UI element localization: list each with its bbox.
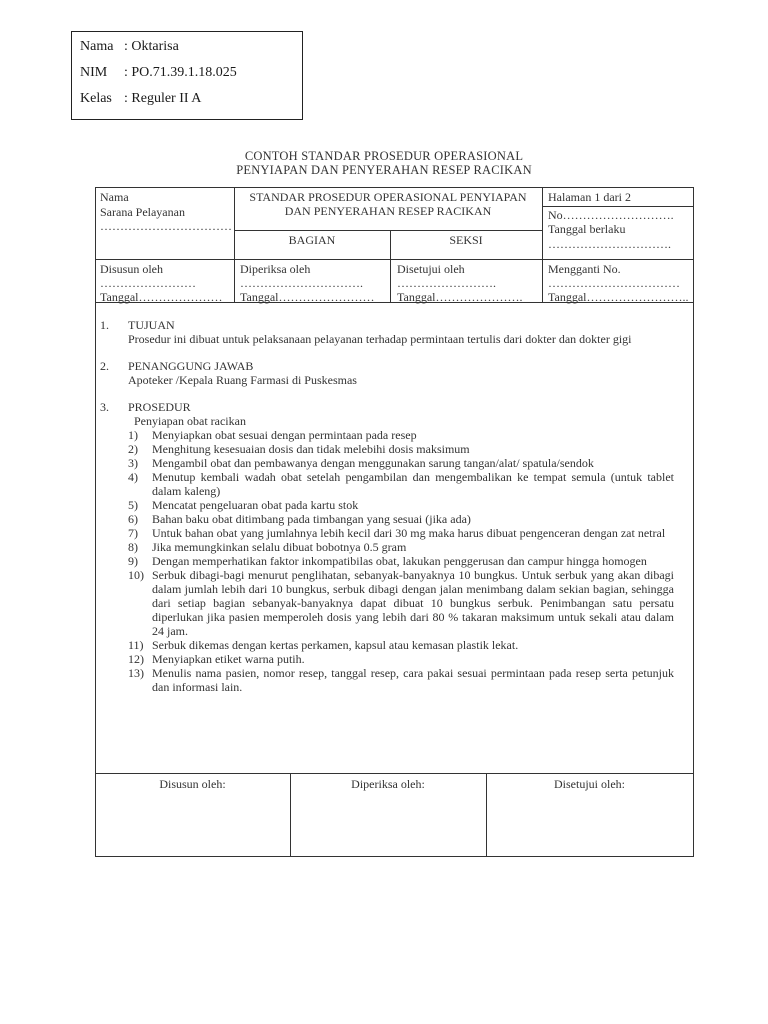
procedure-step xyxy=(128,666,674,694)
student-name-row xyxy=(80,34,302,60)
step-text: Serbuk dibagi-bagi menurut penglihatan, sebanyak-banyaknya 10 bungkus. Untuk serbuk yang akan dibagi dalam jumlah lebih dari 10 bungkus, serbuk dibagi dengan jalan menimbang dalam sekian bagian, sehingga dari setiap bagian sebanyak-banyaknya dapat dibuat 10 bungkus serbuk. Penimbangan satu persatu diperlukan jika pasien memperoleh dosis yang lebih dari 80 % takaran maksimum untuk sekali atau dalam 24 jam. xyxy=(152,568,674,638)
nomor-label: No………………………. xyxy=(548,208,674,222)
step-text: Mencatat pengeluaran obat pada kartu stok xyxy=(152,498,359,512)
section-number: 3. xyxy=(100,400,109,414)
section-text: Prosedur ini dibuat untuk pelaksanaan pelayanan terhadap permintaan tertulis dari dokter dan dokter gigi xyxy=(128,332,632,346)
step-number: 6) xyxy=(128,512,138,526)
section-text: Apoteker /Kepala Ruang Farmasi di Puskesmas xyxy=(128,373,357,387)
signature-disusun: Disusun oleh: xyxy=(159,777,226,791)
student-nim-row xyxy=(80,60,302,86)
disetujui-label: Disetujui oleh xyxy=(397,262,465,276)
document-title xyxy=(0,149,768,177)
seksi-label: SEKSI xyxy=(449,233,483,247)
section-subtitle: Penyiapan obat racikan xyxy=(134,414,246,428)
section-penanggung-jawab xyxy=(100,359,674,387)
procedure-step xyxy=(128,568,674,638)
nama-label: Nama xyxy=(100,190,129,204)
section-title: TUJUAN xyxy=(128,318,175,332)
mengganti-dots: …………………………… xyxy=(548,276,680,290)
procedure-step xyxy=(128,498,674,512)
step-number: 8) xyxy=(128,540,138,554)
step-text: Bahan baku obat ditimbang pada timbangan yang sesuai (jika ada) xyxy=(152,512,471,526)
step-text: Menutup kembali wadah obat setelah pengambilan dan mengembalikan ke tempat semula (untuk tablet dalam kaleng) xyxy=(152,470,674,498)
step-number: 7) xyxy=(128,526,138,540)
step-number: 2) xyxy=(128,442,138,456)
mengganti-tanggal: Tanggal…………………….. xyxy=(548,290,689,304)
procedure-step xyxy=(128,554,674,568)
sop-content xyxy=(100,318,674,694)
sarana-dots: …………………………… xyxy=(100,219,232,233)
halaman-label: Halaman 1 dari 2 xyxy=(548,190,631,204)
document-title-line2: PENYIAPAN DAN PENYERAHAN RESEP RACIKAN xyxy=(236,163,532,177)
step-text: Serbuk dikemas dengan kertas perkamen, kapsul atau kemasan plastik lekat. xyxy=(152,638,519,652)
step-number: 11) xyxy=(128,638,144,652)
step-text: Mengambil obat dan pembawanya dengan menggunakan sarung tangan/alat/ spatula/sendok xyxy=(152,456,594,470)
section-prosedur xyxy=(100,400,674,694)
nim-value: : PO.71.39.1.18.025 xyxy=(124,65,237,80)
step-text: Jika memungkinkan selalu dibuat bobotnya 0.5 gram xyxy=(152,540,407,554)
procedure-step xyxy=(128,512,674,526)
diperiksa-label: Diperiksa oleh xyxy=(240,262,311,276)
disetujui-tanggal: Tanggal…………………. xyxy=(397,290,523,304)
section-number: 1. xyxy=(100,318,109,332)
step-text: Dengan memperhatikan faktor inkompatibilas obat, lakukan penggerusan dan campur hingga homogen xyxy=(152,554,647,568)
step-text: Menyiapkan obat sesuai dengan permintaan pada resep xyxy=(152,428,417,442)
name-label: Nama xyxy=(80,39,114,54)
procedure-step xyxy=(128,526,674,540)
step-number: 13) xyxy=(128,666,144,680)
document-title-line1: CONTOH STANDAR PROSEDUR OPERASIONAL xyxy=(244,149,524,163)
tanggal-berlaku-label: Tanggal berlaku xyxy=(548,222,626,236)
nim-label: NIM xyxy=(80,65,108,80)
class-label: Kelas xyxy=(80,91,112,106)
procedure-step xyxy=(128,652,674,666)
section-title: PENANGGUNG JAWAB xyxy=(128,359,254,373)
step-number: 10) xyxy=(128,568,144,582)
diperiksa-tanggal: Tanggal…………………… xyxy=(240,290,375,304)
sarana-label: Sarana Pelayanan xyxy=(100,205,185,219)
bagian-label: BAGIAN xyxy=(288,233,336,247)
student-class-row xyxy=(80,86,302,112)
procedure-step xyxy=(128,638,674,652)
disetujui-dots: ……………………. xyxy=(397,276,496,290)
step-number: 3) xyxy=(128,456,138,470)
disusun-dots: …………………… xyxy=(100,276,196,290)
sop-header-title: STANDAR PROSEDUR OPERASIONAL PENYIAPAN DAN PENYERAHAN RESEP RACIKAN xyxy=(249,190,527,218)
step-text: Menulis nama pasien, nomor resep, tanggal resep, cara pakai sesuai permintaan pada resep serta petunjuk dan informasi lain. xyxy=(152,666,674,694)
step-number: 1) xyxy=(128,428,138,442)
section-title: PROSEDUR xyxy=(128,400,191,414)
signature-diperiksa: Diperiksa oleh: xyxy=(351,777,425,791)
procedure-step xyxy=(128,442,674,456)
step-number: 4) xyxy=(128,470,138,484)
section-number: 2. xyxy=(100,359,109,373)
disusun-label: Disusun oleh xyxy=(100,262,163,276)
student-info-box xyxy=(71,31,303,120)
name-value: : Oktarisa xyxy=(124,39,179,54)
procedure-step xyxy=(128,470,674,498)
disusun-tanggal: Tanggal………………… xyxy=(100,290,223,304)
signature-disetujui: Disetujui oleh: xyxy=(554,777,625,791)
step-text: Menyiapkan etiket warna putih. xyxy=(152,652,305,666)
step-text: Untuk bahan obat yang jumlahnya lebih kecil dari 30 mg maka harus dibuat pengenceran dengan zat netral xyxy=(152,526,666,540)
tanggal-berlaku-dots: …………………………. xyxy=(548,237,671,251)
step-number: 5) xyxy=(128,498,138,512)
procedure-step xyxy=(128,540,674,554)
step-number: 9) xyxy=(128,554,138,568)
diperiksa-dots: …………………………. xyxy=(240,276,363,290)
procedure-steps xyxy=(128,428,674,694)
class-value: : Reguler II A xyxy=(124,91,202,106)
procedure-step xyxy=(128,428,674,442)
step-number: 12) xyxy=(128,652,144,666)
step-text: Menghitung kesesuaian dosis dan tidak melebihi dosis maksimum xyxy=(152,442,470,456)
procedure-step xyxy=(128,456,674,470)
section-tujuan xyxy=(100,318,674,346)
mengganti-label: Mengganti No. xyxy=(548,262,621,276)
